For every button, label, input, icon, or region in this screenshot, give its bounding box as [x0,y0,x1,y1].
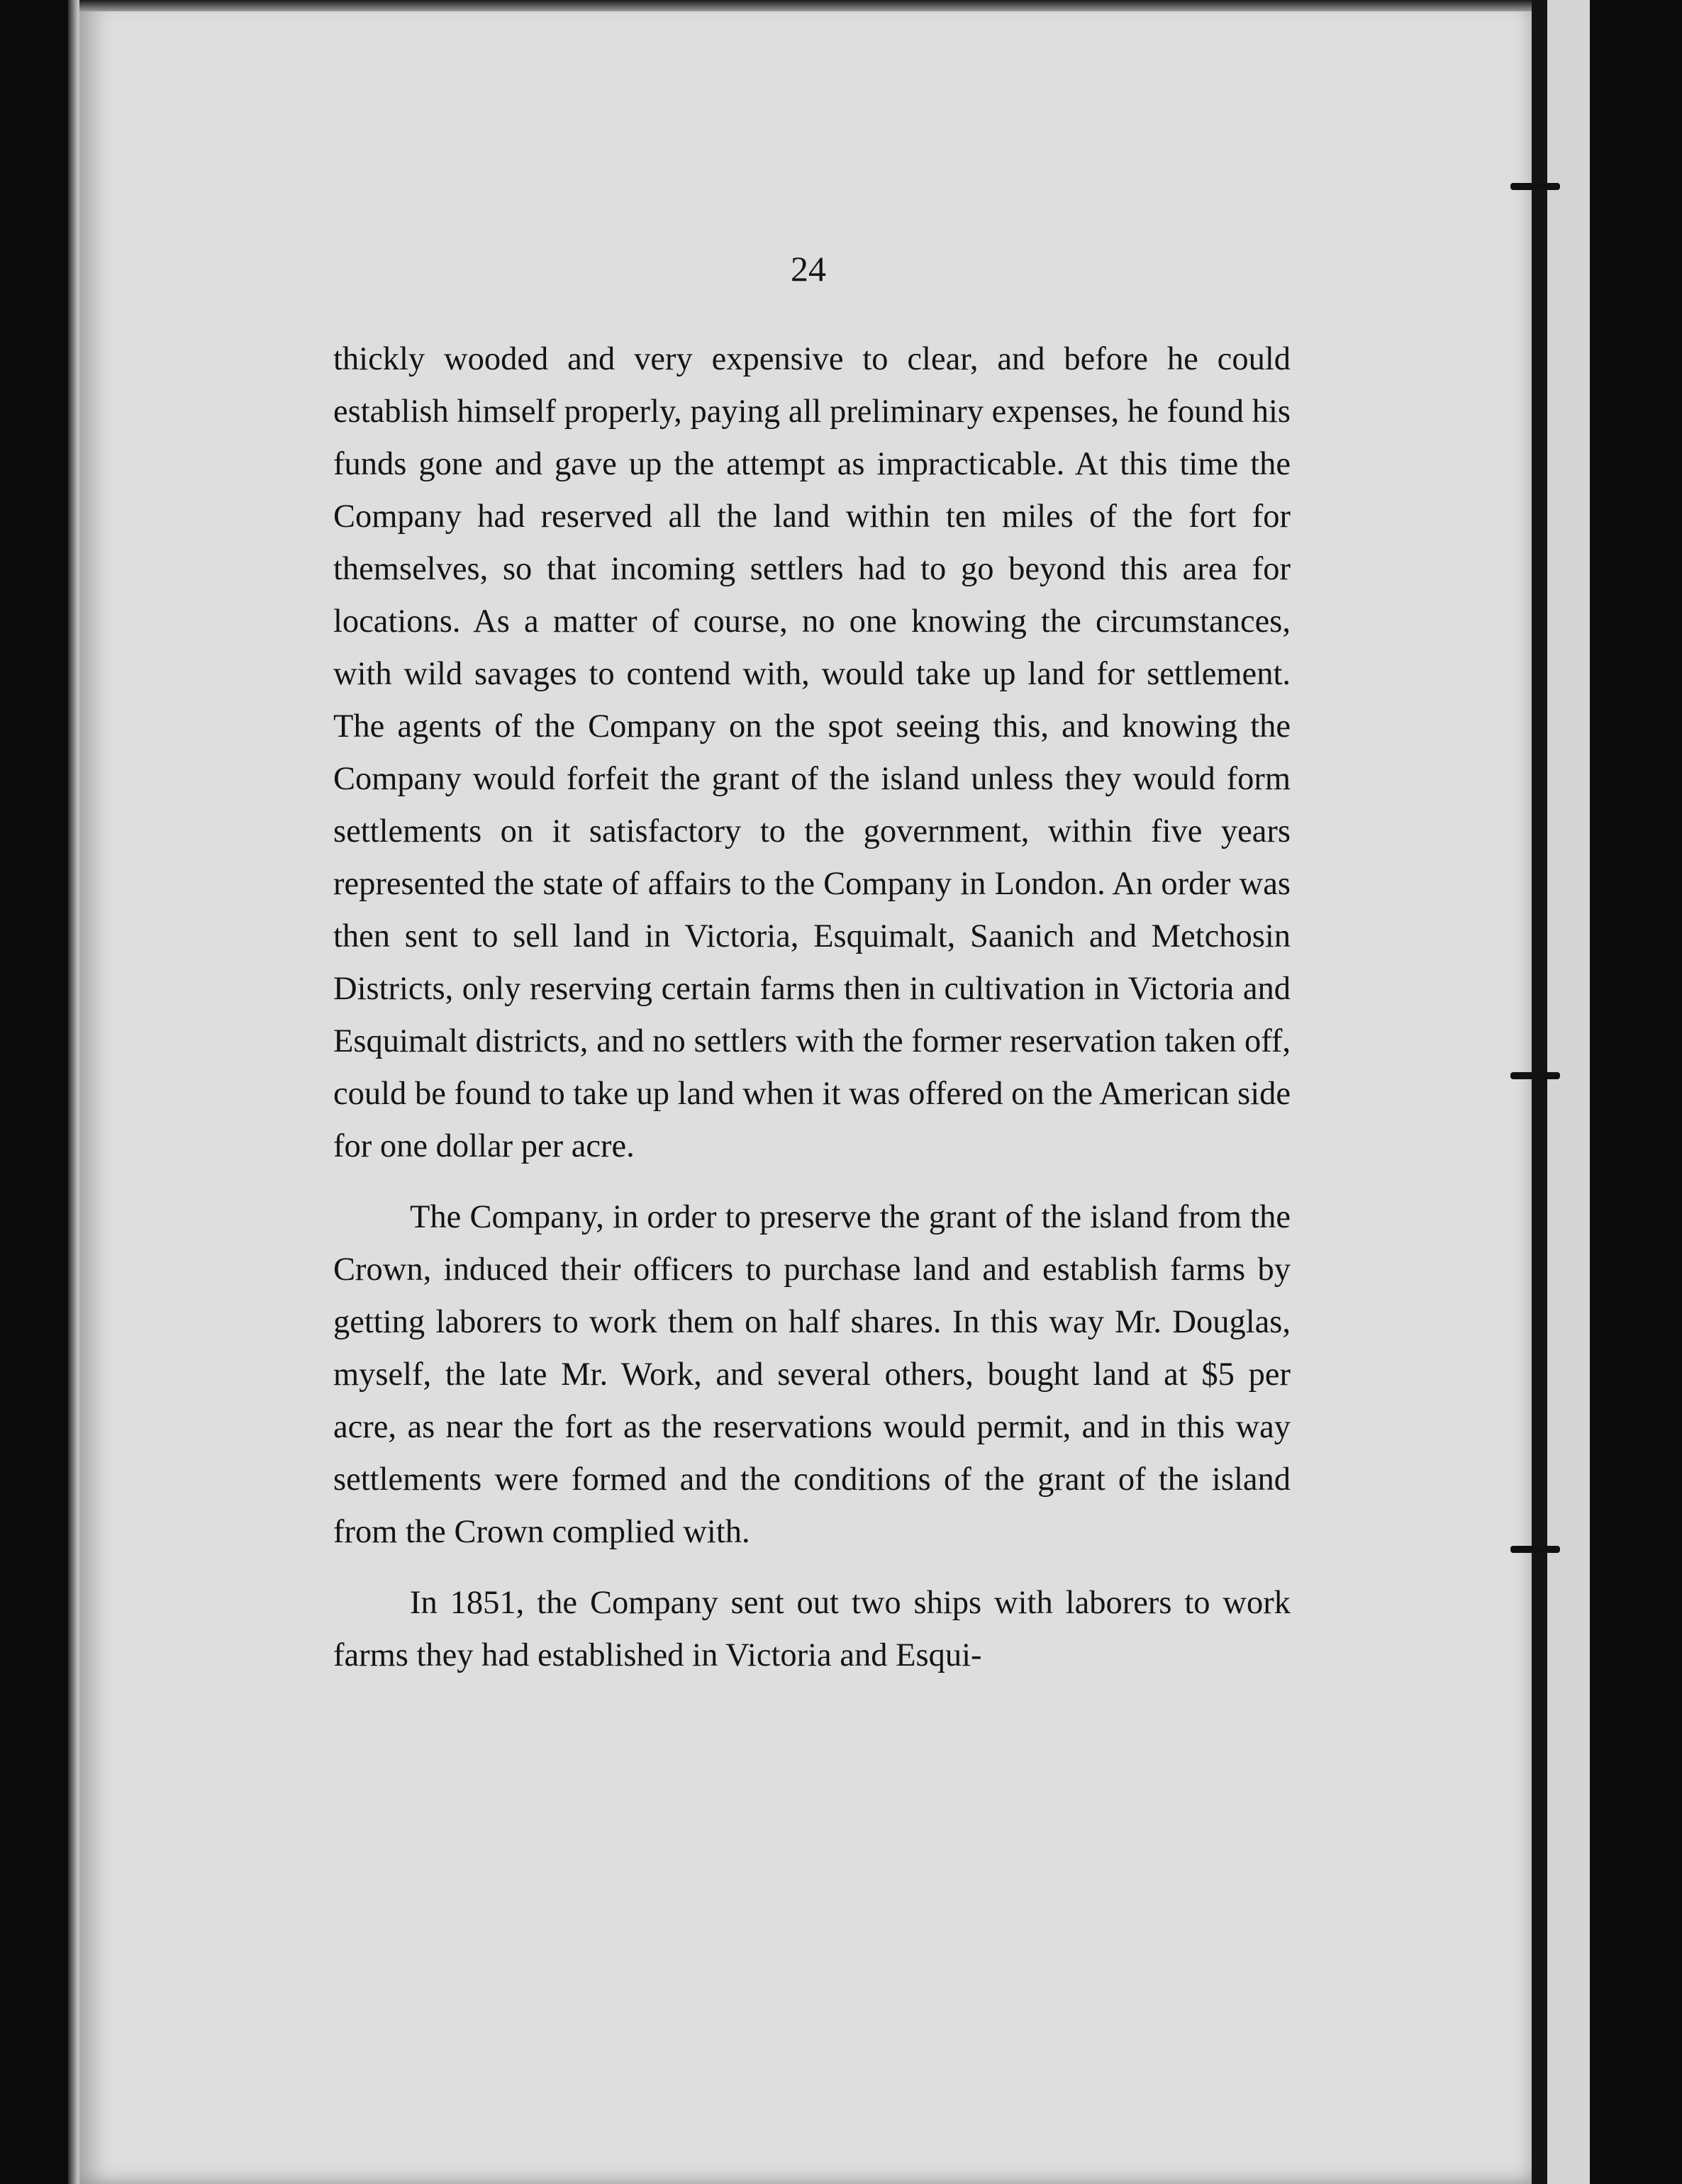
paragraph: thickly wooded and very expensive to clear, and before he could establish himself properly, paying all preliminary expenses, he found his funds gone and gave up the attempt as impracticable. At this time the Company had reserved all the land within ten miles of the fort for themselves, so that incoming settlers had to go beyond this area for locations. As a matter of course, no one knowing the circumstances, with wild savages to contend with, would take up land for settlement. The agents of the Company on the spot seeing this, and knowing the Company would forfeit the grant of the island unless they would form settlements on it satisfactory to the government, within five years represented the state of affairs to the Company in London. An order was then sent to sell land in Victoria, Esquimalt, Saanich and Metchosin Districts, only reserving certain farms then in cultivation in Victoria and Esquimalt districts, and no settlers with the former reservation taken off, could be found to take up land when it was offered on the American side for one dollar per acre. [333,341,1291,1164]
binding-stitch [1510,183,1560,190]
paragraph: The Company, in order to preserve the grant of the island from the Crown, induced their officers to purchase land and establish farms by getting laborers to work them on half shares. In this way Mr. Douglas, myself, the late Mr. Work, and several others, bought land at $5 per acre, as near the fort as the reservations would permit, and in this way settlements were formed and the conditions of the grant of the island from the Crown complied with. [333,1199,1291,1550]
binding-stitch [1510,1546,1560,1553]
body-text [333,333,1291,1682]
facing-page-edge [1547,0,1590,2184]
paragraph: In 1851, the Company sent out two ships with laborers to work farms they had established in Victoria and Esqui- [333,1585,1291,1673]
binding-stitch [1510,1072,1560,1079]
binding-spine [1532,0,1547,2184]
page-number: 24 [791,249,826,289]
page-top-shadow [79,0,1535,11]
